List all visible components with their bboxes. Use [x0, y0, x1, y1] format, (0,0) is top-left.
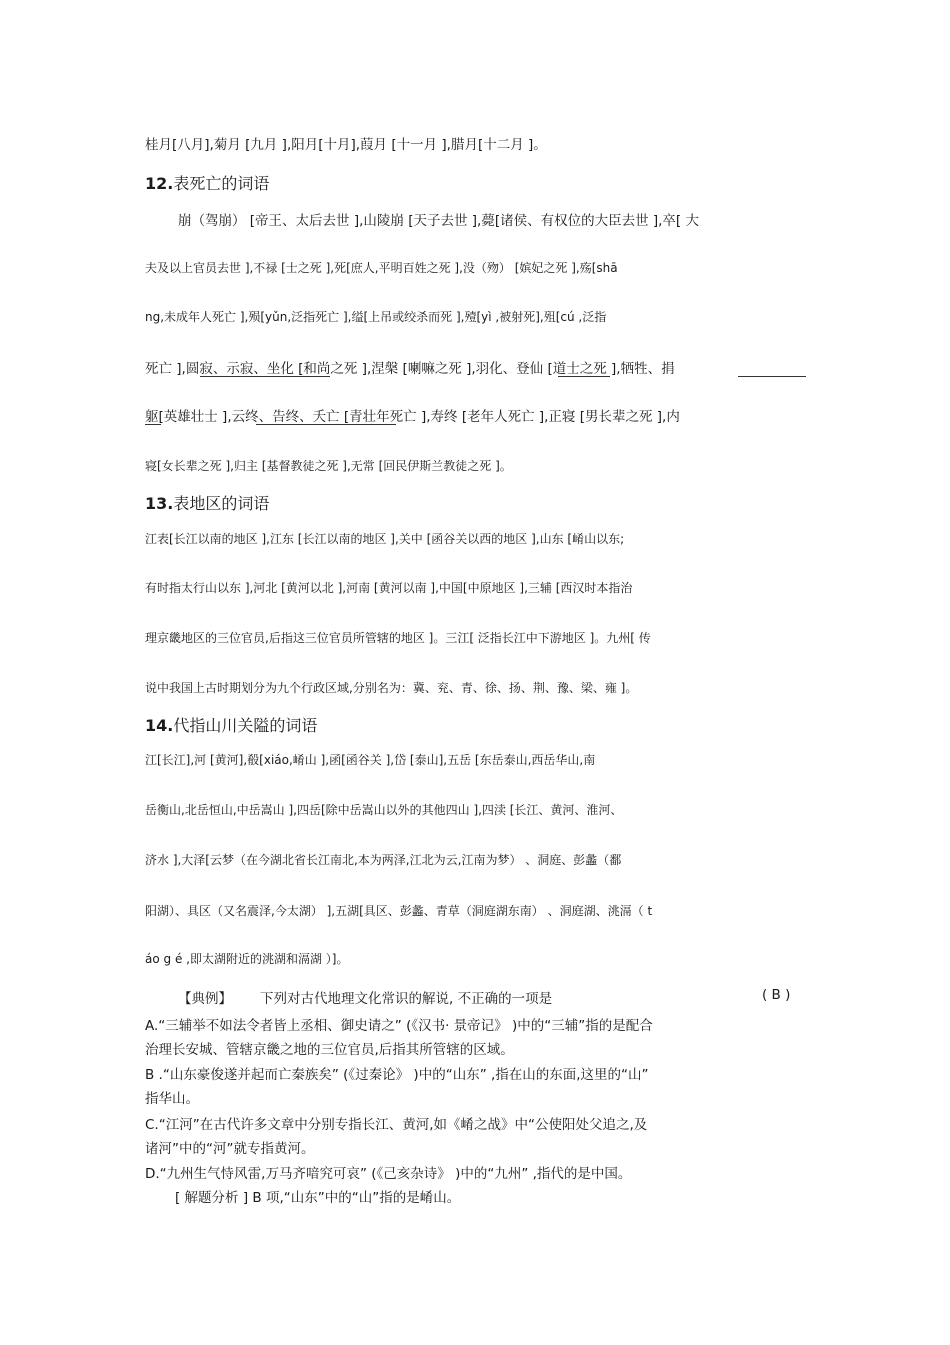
text-line: 躯[英雄壮士 ],云终、告终、夭亡 [青壮年死亡 ],寿终 [老年人死亡 ],正寝 [男长辈之死 ],内: [145, 409, 680, 425]
heading-number: 12.: [145, 174, 174, 193]
analysis-line: [ 解题分析 ] B 项,“山东”中的“山”指的是崤山。: [175, 1190, 461, 1206]
section-heading-13: [145, 491, 269, 514]
heading-text: 表死亡的词语: [173, 174, 270, 193]
text-line: 江表[长江以南的地区 ],江东 [长江以南的地区 ],关中 [函谷关以西的地区 ],山东 [崤山以东;: [145, 532, 625, 546]
text-line: 有时指太行山以东 ],河北 [黄河以北 ],河南 [黄河以南 ],中国[中原地区 ],三辅 [西汉时本指治: [145, 581, 633, 595]
text-line: 岳衡山,北岳恒山,中岳嵩山 ],四岳[除中岳嵩山以外的其他四山 ],四渎 [长江、黄河、淮河、: [145, 803, 623, 817]
option-a-line2: 治理长安城、管辖京畿之地的三位官员,后指其所管辖的区域。: [145, 1042, 514, 1058]
section-heading-12: [145, 171, 269, 194]
example-label: 【典例】: [178, 991, 232, 1007]
text-line: 寝[女长辈之死 ],归主 [基督教徒之死 ],无常 [回民伊斯兰教徒之死 ]。: [145, 459, 512, 473]
example-question: 下列对古代地理文化常识的解说, 不正确的一项是: [260, 991, 553, 1007]
option-b-line1: B .“山东豪俊遂并起而亡秦族矣” (《过秦论》 )中的“山东” ,指在山的东面,这里的“山”: [145, 1067, 649, 1083]
text-line: áo g é ,即太湖附近的洮湖和滆湖 ）]。: [145, 952, 349, 966]
option-a-line1: A.“三辅举不如法令者皆上丞相、御史请之” (《汉书· 景帝记》 )中的“三辅”指的是配合: [145, 1018, 653, 1034]
option-b-line2: 指华山。: [145, 1091, 199, 1107]
option-d-line1: D.“九州生气恃风雷,万马齐喑究可哀” (《己亥杂诗》 )中的“九州” ,指代的是中国。: [145, 1166, 632, 1182]
text-line: 崩（驾崩） [帝王、太后去世 ],山陵崩 [天子去世 ],薨[诸侯、有权位的大臣去世 ],卒[ 大: [178, 213, 699, 229]
text-line-months: 桂月[八月],菊月 [九月 ],阳月[十月],葭月 [十一月 ],腊月[十二月 ]。: [145, 137, 547, 153]
example-answer: ( B ): [762, 987, 791, 1003]
heading-text: 表地区的词语: [173, 494, 270, 513]
heading-number: 14.: [145, 716, 174, 735]
text-line: 死亡 ],圆寂、示寂、坐化 [和尚之死 ],涅槃 [喇嘛之死 ],羽化、登仙 [道士之死 ],牺牲、捐: [145, 361, 675, 377]
underline: [145, 424, 161, 425]
text-line: 说中我国上古时期划分为九个行政区域,分别名为：冀、兖、青、徐、扬、荆、豫、梁、雍 ]。: [145, 681, 638, 695]
text-line: ng,未成年人死亡 ],殒[yǔn,泛指死亡 ],缢[上吊或绞杀而死 ],殪[yì ,被射死],殂[cú ,泛指: [145, 310, 607, 324]
text-line: 江[长江],河 [黄河],殽[xiáo,崤山 ],函[函谷关 ],岱 [泰山],五岳 [东岳泰山,西岳华山,南: [145, 753, 596, 767]
heading-number: 13.: [145, 494, 174, 513]
heading-text: 代指山川关隘的词语: [173, 716, 318, 735]
section-heading-14: [145, 713, 317, 736]
underline: [200, 376, 330, 377]
text-line: 阳湖）、具区（又名震泽,今太湖） ],五湖[具区、彭蠡、青草（洞庭湖东南） 、洞庭湖、洮滆（ t: [145, 904, 653, 918]
option-c-line1: C.“江河”在古代许多文章中分别专指长江、黄河,如《崤之战》中“公使阳处父追之,及: [145, 1117, 648, 1133]
text-line: 理京畿地区的三位官员,后指这三位官员所管辖的地区 ]。三江[ 泛指长江中下游地区 ]。九州[ 传: [145, 631, 651, 645]
underline: [738, 376, 806, 377]
underline: [558, 376, 610, 377]
underline: [256, 424, 396, 425]
text-line: 济水 ],大泽[云梦（在今湖北省长江南北,本为两泽,江北为云,江南为梦） 、洞庭、彭蠡（鄱: [145, 853, 622, 867]
text-line: 夫及以上官员去世 ],不禄 [士之死 ],死[庶人,平明百姓之死 ],没（歾） [嫔妃之死 ],殇[shā: [145, 261, 618, 275]
option-c-line2: 诸河”中的“河”就专指黄河。: [145, 1141, 315, 1157]
